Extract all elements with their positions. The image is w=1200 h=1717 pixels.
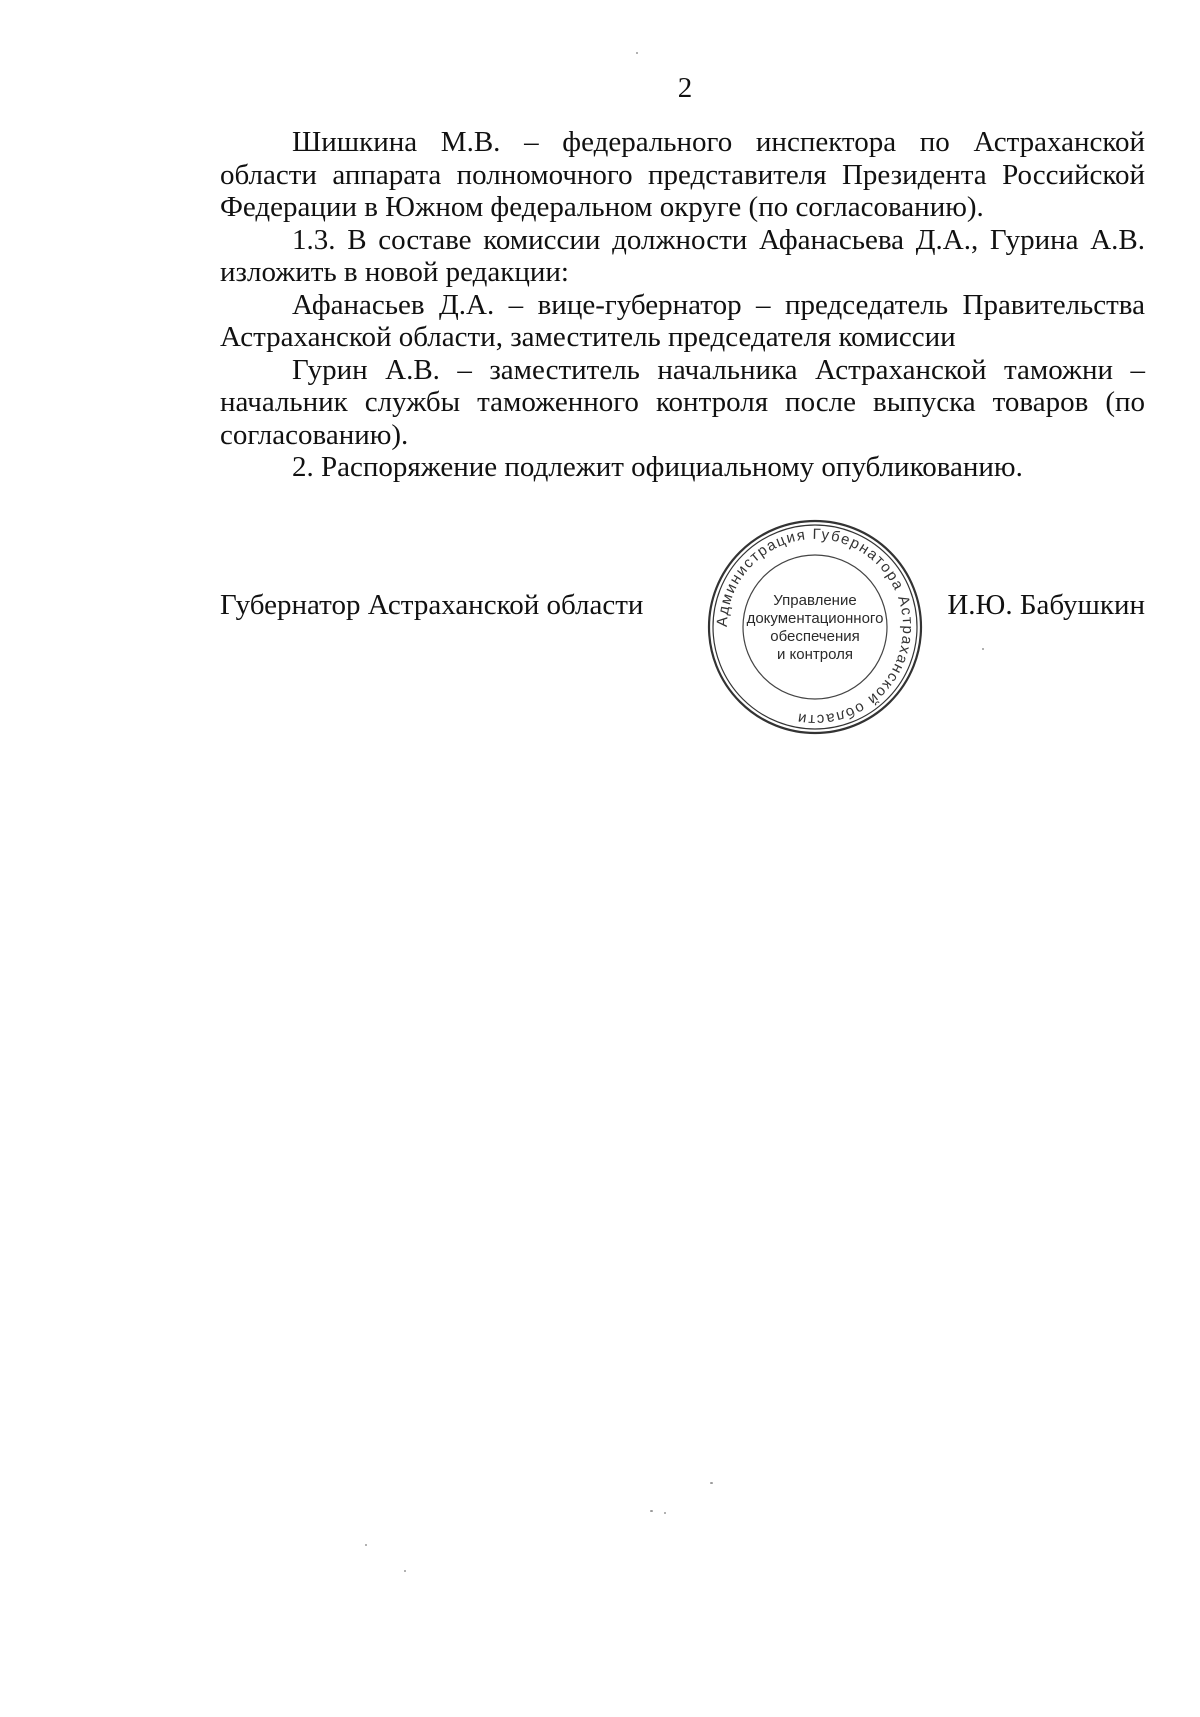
paragraph-publication: 2. Распоряжение подлежит официальному опубликованию. bbox=[292, 451, 1023, 483]
paragraph-afanasiev: Афанасьев Д.А. – вице-губернатор – председатель Правительства Астраханской области, заместитель председателя комиссии bbox=[220, 288, 1145, 353]
signatory-name: И.Ю. Бабушкин bbox=[947, 589, 1145, 621]
signatory-position: Губернатор Астраханской области bbox=[220, 589, 644, 621]
seal-line-3: обеспечения bbox=[770, 628, 860, 645]
scan-speck bbox=[636, 52, 638, 54]
scan-speck bbox=[710, 1482, 713, 1484]
seal-line-4: и контроля bbox=[776, 646, 853, 663]
scan-speck bbox=[982, 648, 984, 650]
paragraph-gurin: Гурин А.В. – заместитель начальника Астраханской таможни – начальник службы таможенного контроля после выпуска товаров (по согласованию). bbox=[220, 353, 1145, 451]
signature-block bbox=[220, 585, 1145, 625]
seal-ring-text: Администрация Губернатора Астраханской области bbox=[713, 525, 917, 729]
document-body bbox=[220, 126, 1145, 484]
paragraph-shishkina: Шишкина М.В. – федерального инспектора по Астраханской области аппарата полномочного представителя Президента Российской Федерации в Южном федеральном округе (по согласованию). bbox=[220, 126, 1145, 223]
seal-center bbox=[700, 512, 930, 742]
seal-line-2: документационного bbox=[746, 610, 884, 627]
paragraph-1-3: 1.3. В составе комиссии должности Афанасьева Д.А., Гурина А.В. изложить в новой редакции: bbox=[220, 223, 1145, 288]
scan-speck bbox=[664, 1512, 666, 1514]
official-seal bbox=[700, 512, 930, 742]
page-number: 2 bbox=[677, 72, 693, 104]
scan-speck bbox=[404, 1570, 406, 1572]
seal-line-1: Управление bbox=[773, 592, 857, 609]
scan-speck bbox=[365, 1544, 367, 1546]
scan-speck bbox=[650, 1510, 653, 1512]
